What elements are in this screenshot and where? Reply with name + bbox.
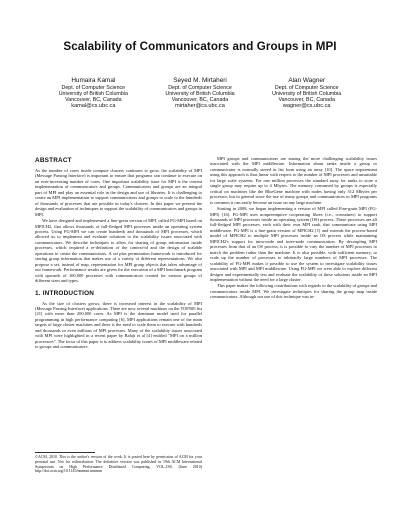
left-column [35, 157, 202, 351]
author-univ: University of British Columbia [165, 91, 235, 97]
body-paragraph: Starting in 2008, we began implementing a version of MPI called Fine-grain MPI (FG-MPI) [16]. FG-MPI uses nonpreemptive cooperating fibres (i.e., coroutines) to support thousands of MPI processes inside an operating system (OS) process. These processes are all full-fledged MPI processes, each with their own MPI rank, that communicate using MPI middleware. FG-MPI is a fine-grain version of MPICH2 [1] and extends the process-based model of MPICH2 to multiple MPI processes inside an OS process while maintaining MPICH2's support for intra-node and inter-node communication. By decoupling MPI processes from that of an OS process, it is possible to vary the number of MPI processes to match the problem rather than the machine. It is also possible, with sufficient memory, to scale up the number of processes to arbitrarily large numbers of MPI processes. The scalability of FG-MPI makes it possible to use the system to investigate scalability issues associated with MPI and MPI middleware. Using FG-MPI we were able to explore different designs and experimentally test and evaluate the scalability of these solutions inside an MPI implementation without the need for a large cluster. [210, 206, 377, 282]
author-name: Seyed M. Mirtaheri [173, 77, 227, 84]
copyright-footnote: ©ACM, 2010. This is the author's version of the work. It is posted here by permission of ACM for your personal use. Not for redistribution. The definitive version was published in 19th ACM International Symposium on High Performance Distributed Computing, VOL.,ISS, (June 2010) http://doi.acm.org/10.1145/nnnnnn.nnnnnn [35, 455, 202, 474]
body-paragraph: As the size of clusters grows, there is increased interest in the scalability of MPI (Message Passing Interface) applications. There are now several machines on the TOP500 list [21] with more than 200,000 cores. As MPI is the dominant model used for parallel programming in high performance computing [6], MPI applications remain one of the main targets of large cluster machines and there is the need to scale them to execute with hundreds and thousands or even millions of MPI processes. Many of the scalability issues associated with MPI were highlighted in a recent paper by Balaji et al [4] entitled "MPI on a million processors". The focus of this paper is to address scalability issues of MPI middleware related to groups and communicators. [35, 300, 202, 350]
author-email: mirtaher@cs.ubc.ca [175, 103, 225, 109]
footnote-divider [35, 452, 95, 453]
author-name: Humaira Kamal [71, 77, 116, 84]
author-dept: Dept. of Computer Science [61, 85, 126, 91]
author-email: kamal@cs.ubc.ca [71, 103, 116, 109]
author-3 [253, 77, 360, 109]
author-dept: Dept. of Computer Science [168, 85, 232, 91]
author-name: Alan Wagner [288, 77, 326, 84]
author-univ: University of British Columbia [272, 91, 342, 97]
author-2 [147, 77, 254, 109]
author-block [40, 77, 360, 109]
abstract-heading: ABSTRACT [35, 157, 72, 164]
author-city: Vancouver, BC, Canada [278, 97, 335, 103]
body-paragraph: MPI groups and communicators are among the more challenging scalability issues associated with the MPI middleware. Information about ranks inside a group or communicator is normally stored in list form using an array [10]. The space requirement using this approach is thus linear with respect to the number of MPI processes and unsuitable for large scale systems. For one million processes the standard array for ranks to store a single group may require up to 4 Mbytes. The memory consumed by groups is especially critical on machines like the BlueGene machine with nodes having only 512 Mbytes per processor, but in general since the use of many groups and communicators in MPI programs is common it can easily become an issue on any large machine. [210, 156, 377, 205]
author-1 [40, 77, 147, 109]
author-city: Vancouver, BC, Canada [65, 97, 122, 103]
right-column [210, 156, 377, 301]
author-city: Vancouver, BC, Canada [171, 97, 229, 103]
author-dept: Dept. of Computer Science [274, 85, 339, 91]
abstract-paragraph: As the number of cores inside compute clusters continues to grow, the scalability of MPI (Message Passing Interface) is important to ensure that programs can continue to execute on an ever-increasing number of cores. One important scalability issue for MPI is the current implementation of communicators and groups. Communicators and groups are an integral part of MPI and play an essential role in the design and use of libraries. It is challenging to create an MPI implementation to support communicators and groups to scale to the hundreds of thousands of processes that are possible in today's clusters. In this paper we present the design and evaluation of techniques to support the scalability of communicators and groups in MPI. [35, 168, 202, 217]
paper-title: Scalability of Communicators and Groups in MPI [63, 40, 337, 53]
author-univ: University of British Columbia [58, 91, 128, 97]
abstract-paragraph: We have designed and implemented a fine-grain version of MPI, called FG-MPI based on MPICH2, that allows thousands of full-fledged MPI processes inside an operating system process. Using FG-MPI we can create hundreds and thousands of MPI processes, which allowed us to implement and evaluate solutions to the scalability issues associated with communicators. We describe techniques to allow for sharing of group information inside processes, which required a re-definition of the context-id and the design of scalable operations to create the communicators. A set plus permutation framework is introduced for storing group information that makes use of a variety of different representations. We also propose a set, instead of map, representation for MPI group objects that takes advantage of our framework. Performance results are given for the execution of a MPI benchmark program with upwards of 100,000 processes with communicators created for various groups of different sizes and types. [35, 218, 202, 284]
introduction-heading: 1. INTRODUCTION [35, 289, 95, 297]
body-paragraph: This paper makes the following contributions with regards to the scalability of groups and communicators inside MPI. We investigate techniques for sharing the group map inside communicators. Although our use of this technique was in- [210, 283, 377, 300]
author-email: wagner@cs.ubc.ca [282, 103, 331, 109]
